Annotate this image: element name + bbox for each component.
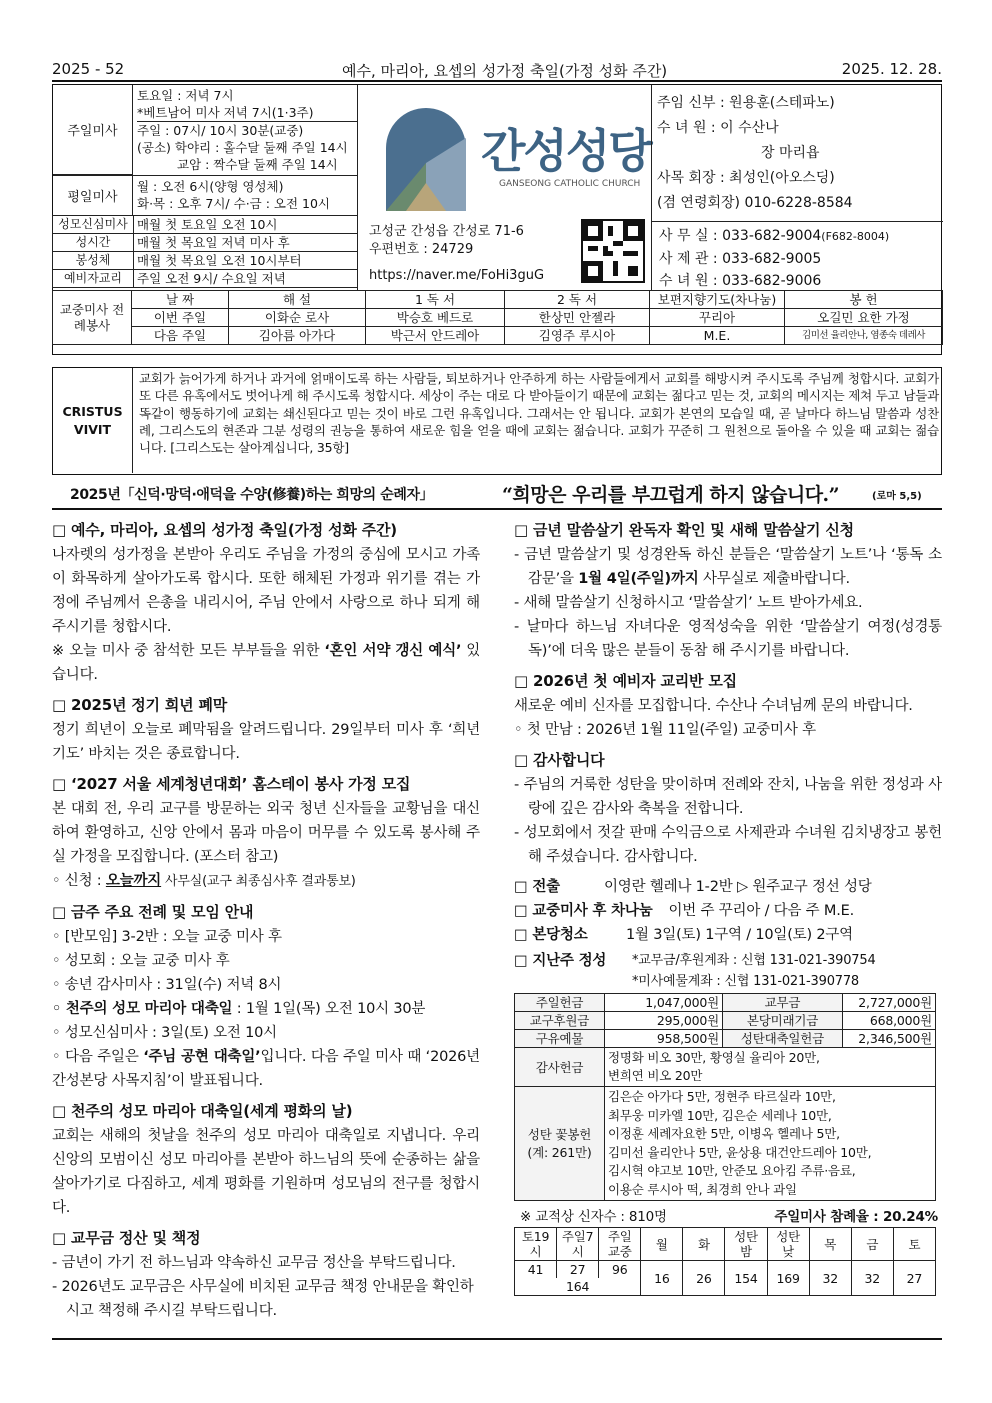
schedule-label: 성모신심미사 [53, 216, 134, 234]
att-header: 성탄낮 [767, 1228, 809, 1261]
section-title: □ ‘2027 서울 세계청년대회’ 홈스테이 봉사 가정 모집 [52, 775, 411, 793]
notice-line [514, 875, 942, 899]
att-header: 금 [851, 1228, 893, 1261]
att-header: 성탄밤 [725, 1228, 767, 1261]
right-column [514, 518, 942, 1296]
section-title: □ 예수, 마리아, 요셉의 성가정 축일(가정 성화 주간) [52, 521, 397, 539]
header-bar [52, 60, 942, 82]
liturgy-header: 2 독 서 [505, 291, 650, 309]
note-text: 있습니다. [52, 643, 481, 683]
section-title: □ 2025년 정기 희년 폐막 [52, 696, 228, 714]
weekday-line: 화·목 : 오후 7시/ 수·금 : 오전 10시 [137, 196, 331, 211]
sunday-mass-label: 주일미사 [53, 85, 133, 175]
liturgy-cell: 김아름 아가다 [229, 327, 366, 345]
section-title: □ 감사합니다 [514, 751, 605, 769]
logo-text: 간성성당 [481, 124, 651, 178]
liturgy-cell: 이화순 로사 [229, 309, 366, 327]
list-item-bold: ‘주님 공현 대축일’ [143, 1049, 261, 1065]
money-value: 295,000원 [605, 1012, 723, 1030]
liturgy-header: 봉 헌 [785, 291, 943, 309]
liturgy-cell: 오길민 요한 가정 [785, 309, 943, 327]
attendance-rate: 주일미사 참례율 : 20.24% [774, 1209, 938, 1225]
issue-date: 2025. 12. 28. [841, 60, 942, 78]
flower-label: 성탄 꽃봉헌 (계: 261만) [515, 1087, 605, 1201]
liturgy-cell: 꾸리아 [650, 309, 785, 327]
liturgy-cell: 한상민 안젤라 [505, 309, 650, 327]
weekday-line: 월 : 오전 6시(양형 영성체) [137, 179, 284, 194]
schedule-label: 봉성체 [53, 252, 134, 270]
list-item: - 주님의 거룩한 성탄을 맞이하며 전례와 잔치, 나눔을 위한 정성과 사랑에 깊은 감사와 축복을 전합니다. [514, 777, 942, 817]
qr-code-icon[interactable] [581, 219, 645, 283]
sunday-line: 교암 : 짝수달 둘째 주일 14시 [177, 157, 338, 172]
sunday-line: (공소) 학야리 : 홀수달 둘째 주일 14시 [137, 140, 348, 155]
list-item-text: : 1월 1일(목) 오전 10시 30분 [232, 1001, 426, 1017]
banner-ref: (로마 5,5) [872, 491, 922, 502]
section-title: □ 교무금 정산 및 책정 [52, 1229, 201, 1247]
staff-list: 주임 신부 : 원용훈(스테파노) 수 녀 원 : 이 수산나 장 마리욥 사목 회장 : 최성인(아오스딩) (겸 연령회장) 010-6228-8584 [657, 95, 853, 211]
att-value: 154 [725, 1261, 767, 1296]
staff-value: 010-6228-8584 [744, 195, 853, 211]
money-value: 958,500원 [605, 1030, 723, 1048]
staff-value: 이 수산나 [720, 120, 779, 136]
church-address [369, 223, 544, 285]
att-value: 169 [767, 1261, 809, 1296]
attendance-table [514, 1227, 936, 1296]
liturgy-cell: 김영주 루시아 [505, 327, 650, 345]
schedule-value: 매월 첫 토요일 오전 10시 [134, 216, 358, 234]
section-title: □ 금년 말씀살기 완독자 확인 및 새해 말씀살기 신청 [514, 521, 854, 539]
att-header: 주일교중 [599, 1228, 641, 1261]
money-label: 교무금 [723, 994, 843, 1012]
section-body: 교회는 새해의 첫날을 천주의 성모 마리아 대축일로 지냅니다. 우리 신앙의 모범이신 성모 마리아를 본받아 하느님의 뜻에 순종하는 삶을 살아가기로 다짐하고, 세계 평화를 기원하며 성모님의 전구를 청합시다. [52, 1128, 480, 1216]
money-label: 주일헌금 [515, 994, 605, 1012]
staff-label: 주임 신부 [657, 95, 716, 111]
notice-label: □ 교중미사 후 차나눔 [514, 903, 653, 919]
list-item [52, 997, 480, 1021]
att-header: 주일7시 [557, 1228, 599, 1261]
list-item [514, 543, 942, 591]
phone-value: 033-682-9006 [722, 273, 822, 289]
liturgy-table [52, 290, 943, 345]
flower-line: 최무웅 미카엘 10만, 김은순 세레나 10만, [608, 1107, 832, 1123]
att-value: 27 [557, 1261, 599, 1279]
phone-value: 033-682-9005 [722, 251, 822, 267]
schedule-label: 성시간 [53, 234, 134, 252]
money-value: 2,727,000원 [843, 994, 936, 1012]
quote-text: 교회가 늙어가게 하거나 과거에 얽매이도록 하는 사람들, 퇴보하거나 안주하게 하는 사람들에게서 교회를 해방시켜 주시도록 주님께 청합시다. 교회가 또 다른 유혹에서도 벗어나게 해 주시도록 청합시다. 세상이 주는 대로 다 받아들이기 때문에 교회는 젊다고 믿는 것, 교회의 메시지는 제쳐 두고 남들과 똑같이 행동하기에 교회는 쇄신된다고 믿는 것이 바로 그런 유혹입니다. 그래서는 안 됩니다. 교회가 본연의 모습일 때, 곧 날마다 하느님 말씀과 성찬례, 그리스도의 현존과 그분 성령의 권능을 통하여 새로운 힘을 얻을 때에 교회는 젊습니다. 교회가 꾸준히 그 원천으로 돌아올 수 있을 때 교회는 젊습니다. [그리스도는 살아계십니다, 35항] [139, 371, 939, 456]
account-line: *미사예물계좌 : 신협 131-021-390778 [632, 974, 859, 989]
notice-text: 1월 3일(토) 1구역 / 10일(토) 2구역 [626, 927, 853, 943]
phone-list: 사 무 실 : 033-682-9004(F682-8004) 사 제 관 : 033-682-9005 수 녀 원 : 033-682-9006 [659, 228, 890, 289]
list-item-bold: 1월 4일(주일)까지 [578, 571, 699, 587]
list-item: - 성모회에서 젓갈 판매 수익금으로 사제관과 수녀원 김치냉장고 봉헌 해 주셨습니다. 감사합니다. [514, 825, 942, 865]
logo-subtitle: GANSEONG CATHOLIC CHURCH [499, 179, 641, 189]
list-item: ◦ 송년 감사미사 : 31일(수) 저녁 8시 [52, 977, 282, 993]
liturgy-header: 해 설 [229, 291, 366, 309]
staff-label: 수 녀 원 [657, 120, 707, 136]
thanks-line: 정명화 비오 30만, 황영실 율리아 20만, [608, 1050, 820, 1065]
att-value: 27 [893, 1261, 935, 1296]
att-header: 화 [683, 1228, 725, 1261]
list-item: ◦ 첫 만남 : 2026년 1월 11일(주일) 교중미사 후 [514, 722, 816, 738]
notice-text: 이번 주 꾸리아 / 다음 주 M.E. [668, 903, 854, 919]
sunday-line: *베트남어 미사 저녁 7시(1·3주) [137, 104, 358, 122]
thanks-line: 변희연 비오 20만 [608, 1068, 703, 1083]
liturgy-header: 보편지향기도(차나눔) [650, 291, 785, 309]
address-line: 고성군 간성읍 간성로 71-6 [369, 224, 524, 239]
info-block [52, 84, 942, 355]
notice-line [514, 899, 942, 923]
phone-value: 033-682-9004 [722, 228, 822, 244]
section-body: 나자렛의 성가정을 본받아 우리도 주님을 가정의 중심에 모시고 가족이 화목하게 살아가도록 합시다. 또한 해체된 가정과 위기를 겪는 가정에 주님께서 은총을 내리시어, 주님 안에서 사랑으로 하나 되게 해 주시기를 청합시다. [52, 547, 480, 635]
staff-value: 장 마리욥 [761, 145, 820, 161]
banner-left: 2025년「신덕·망덕·애덕을 수양(修養)하는 희망의 순례자」 [70, 487, 434, 503]
church-url[interactable]: https://naver.me/FoHi3guG [369, 268, 545, 283]
flower-line: 김시혁 야고보 10만, 안준모 요아킴 주류·음료, [608, 1163, 856, 1178]
weekday-mass-times [137, 178, 330, 212]
list-item [52, 1045, 480, 1093]
list-item-bold: ◦ 천주의 성모 마리아 대축일 [52, 1001, 233, 1017]
staff-label: (겸 연령회장) [657, 195, 740, 211]
money-value: 2,346,500원 [843, 1030, 936, 1048]
flower-line: 이용순 루시아 떡, 최경희 안나 과일 [608, 1181, 797, 1197]
liturgy-cell: 이번 주일 [132, 309, 229, 327]
postcode-line: 우편번호 : 24729 [369, 242, 474, 257]
apply-label: ◦ 신청 : [52, 873, 106, 889]
list-item-text: - 금년 말씀살기 및 성경완독 하신 분들은 ‘말씀살기 노트’나 ‘통독 소감문’을 [514, 547, 942, 587]
att-value: 16 [641, 1261, 683, 1296]
att-header: 월 [641, 1228, 683, 1261]
section-body: 정기 희년이 오늘로 폐막됨을 알려드립니다. 29일부터 미사 후 ‘희년기도’ 바치는 것은 종료합니다. [52, 722, 480, 762]
flower-line: 김미선 율리안나 5만, 윤상용 대건안드레아 10만, [608, 1144, 872, 1160]
money-label: 성탄대축일헌금 [723, 1030, 843, 1048]
liturgy-cell: 박승호 베드로 [366, 309, 505, 327]
thanks-label: 감사헌금 [515, 1048, 605, 1087]
liturgy-header: 1 독 서 [366, 291, 505, 309]
money-label: 구유예물 [515, 1030, 605, 1048]
quote-label: CRISTUS VIVIT [53, 368, 133, 473]
section-title: □ 금주 주요 전례 및 모임 안내 [52, 903, 254, 921]
section-title: □ 지난주 정성 [514, 953, 607, 969]
page-title: 예수, 마리아, 요셉의 성가정 축일(가정 성화 주간) [342, 62, 668, 80]
flower-line: 김은순 아가다 5만, 정현주 타르실라 10만, [608, 1089, 836, 1104]
church-logo-icon [381, 93, 471, 213]
list-item: ◦ [반모임] 3-2반 : 오늘 교중 미사 후 [52, 929, 282, 945]
list-item: - 2026년도 교무금은 사무실에 비치된 교무금 책정 안내문을 확인하시고 책정해 주시길 부탁드립니다. [52, 1279, 474, 1319]
money-label: 본당미래기금 [723, 1012, 843, 1030]
note-text: ※ 오늘 미사 중 참석한 모든 부부들을 위한 [52, 643, 325, 659]
quote-box [52, 367, 942, 475]
offering-header [514, 949, 942, 993]
liturgy-cell: 김미선 율리안나, 염종숙 데레사 [785, 327, 943, 345]
list-item-text: 사무실로 제출바랍니다. [698, 571, 850, 587]
flower-list [605, 1087, 936, 1201]
schedule-value: 매월 첫 목요일 저녁 미사 후 [134, 234, 358, 252]
liturgy-cell: 박근서 안드레아 [366, 327, 505, 345]
att-total: 164 [515, 1278, 641, 1296]
att-value: 96 [599, 1261, 641, 1279]
thanks-list [605, 1048, 936, 1087]
weekday-mass-label: 평일미사 [53, 175, 133, 215]
census-count: ※ 교적상 신자수 : 810명 [520, 1209, 667, 1225]
offering-table [514, 993, 936, 1201]
att-header: 목 [809, 1228, 851, 1261]
note-bold: ‘혼인 서약 갱신 예식’ [324, 643, 462, 659]
list-item-text: 입니다. 다음 주일 미사 때 ‘2026년 간성본당 사목지침’이 발표됩니다. [52, 1049, 480, 1089]
notice-label: □ 전출 [514, 879, 560, 895]
sunday-line: 주일 : 07시/ 10시 30분(교중) [137, 123, 304, 138]
att-value: 26 [683, 1261, 725, 1296]
liturgy-cell: M.E. [650, 327, 785, 345]
mass-schedule [53, 85, 358, 290]
att-value: 41 [515, 1261, 557, 1279]
att-value: 32 [809, 1261, 851, 1296]
list-item: - 새해 말씀살기 신청하시고 ‘말씀살기’ 노트 받아가세요. [514, 595, 863, 611]
money-label: 교구후원금 [515, 1012, 605, 1030]
liturgy-header: 날 짜 [132, 291, 229, 309]
schedule-value: 매월 첫 목요일 오전 10시부터 [134, 252, 358, 270]
church-logo [361, 87, 653, 217]
apply-deadline: 오늘까지 [105, 873, 162, 889]
section-note [52, 639, 480, 687]
left-column [52, 518, 480, 1323]
section-title: □ 천주의 성모 마리아 대축일(세계 평화의 날) [52, 1102, 353, 1120]
staff-label: 사목 회장 [657, 170, 716, 186]
money-value: 1,047,000원 [605, 994, 723, 1012]
section-title: □ 2026년 첫 예비자 교리반 모집 [514, 672, 737, 690]
list-item: - 금년이 가기 전 하느님과 약속하신 교무금 정산을 부탁드립니다. [52, 1255, 456, 1271]
list-item: - 날마다 하느님 자녀다운 영적성숙을 위한 ‘말씀살기 여정(성경통독)’에 더욱 많은 분들이 동참 해 주시기를 바랍니다. [514, 619, 942, 659]
notice-list [514, 875, 942, 947]
phone-label: 사 제 관 [659, 251, 709, 267]
account-line: *교무금/후원계좌 : 신협 131-021-390754 [632, 953, 876, 968]
phone-label: 수 녀 원 [659, 273, 709, 289]
notice-line [514, 923, 942, 947]
schedule-value: 주일 오전 9시/ 수요일 저녁 [134, 270, 358, 288]
staff-value: 최성인(아오스딩) [729, 170, 835, 186]
list-item: ◦ 성모회 : 오늘 교중 미사 후 [52, 953, 230, 969]
section-body: 새로운 예비 신자를 모집합니다. 수산나 수녀님께 문의 바랍니다. [514, 698, 913, 714]
flower-line: 이정훈 세례자요한 5만, 이병옥 헬레나 5만, [608, 1126, 840, 1141]
att-header: 토19시 [515, 1228, 557, 1261]
schedule-label: 예비자교리 [53, 270, 134, 288]
issue-number: 2025 - 52 [52, 60, 125, 78]
phone-label: 사 무 실 [659, 228, 709, 244]
banner [52, 480, 942, 510]
apply-line [52, 869, 480, 894]
money-value: 668,000원 [843, 1012, 936, 1030]
liturgy-cell: 다음 주일 [132, 327, 229, 345]
att-header: 토 [893, 1228, 935, 1261]
bottom-rule [52, 1338, 942, 1340]
fax-value: (F682-8004) [821, 230, 890, 243]
census-line [514, 1203, 942, 1227]
apply-detail: 사무실(교구 최종심사후 결과통보) [161, 874, 356, 889]
banner-quote: “희망은 우리를 부끄럽게 하지 않습니다.” [502, 484, 840, 506]
schedule-table [52, 215, 358, 288]
staff-value: 원용훈(스테파노) [729, 95, 835, 111]
notice-text: 이영란 헬레나 1-2반 ▷ 원주교구 정선 성당 [604, 879, 872, 895]
sunday-mass-times [137, 87, 358, 173]
liturgy-label: 교중미사 전례봉사 [53, 291, 132, 345]
sunday-line: 토요일 : 저녁 7시 [137, 88, 234, 103]
notice-label: □ 본당청소 [514, 927, 588, 943]
list-item-text: ◦ 다음 주일은 [52, 1049, 144, 1065]
att-value: 32 [851, 1261, 893, 1296]
list-item: ◦ 성모신심미사 : 3일(토) 오전 10시 [52, 1025, 277, 1041]
section-body: 본 대회 전, 우리 교구를 방문하는 외국 청년 신자들을 교황님을 대신하여 환영하고, 신앙 안에서 몸과 마음이 머무를 수 있도록 봉사해 주실 가정을 모집합니다. (포스터 참고) [52, 801, 480, 865]
